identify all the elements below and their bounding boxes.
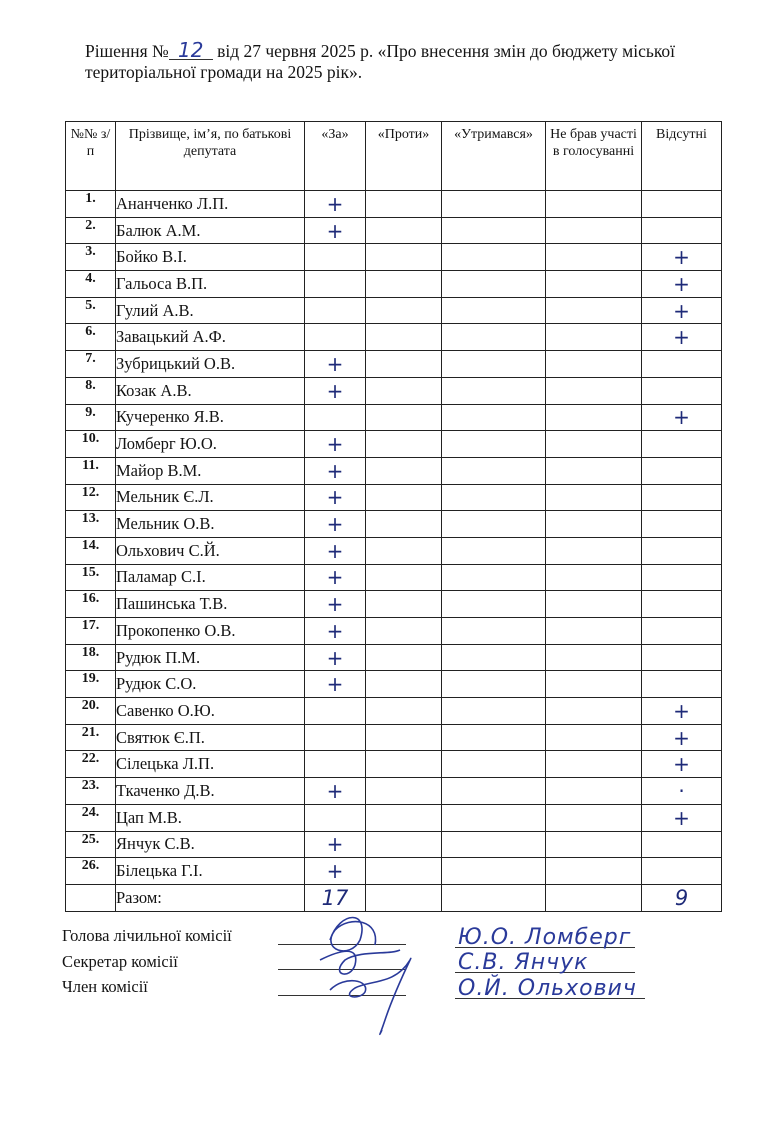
- row-number: 17.: [66, 618, 116, 645]
- total-label: Разом:: [116, 884, 305, 911]
- vote-no-vote-cell: [546, 217, 642, 244]
- row-number: 23.: [66, 778, 116, 805]
- vote-for-cell: +: [305, 191, 366, 218]
- vote-no-vote-cell: [546, 564, 642, 591]
- member-name-handwritten: О.Й. Ольхович: [458, 976, 637, 1001]
- row-number: 6.: [66, 324, 116, 351]
- vote-abstain-cell: [442, 644, 546, 671]
- vote-against-cell: [366, 404, 442, 431]
- vote-absent-cell: +: [642, 804, 722, 831]
- vote-abstain-cell: [442, 377, 546, 404]
- deputy-name: Прокопенко О.В.: [116, 618, 305, 645]
- vote-table: [65, 121, 722, 912]
- deputy-name: Ломберг Ю.О.: [116, 431, 305, 458]
- vote-abstain-cell: [442, 457, 546, 484]
- vote-no-vote-cell: [546, 457, 642, 484]
- vote-absent-cell: [642, 511, 722, 538]
- table-row: [66, 217, 722, 244]
- vote-against-cell: [366, 271, 442, 298]
- row-number: 24.: [66, 804, 116, 831]
- vote-absent-cell: +: [642, 724, 722, 751]
- row-number: 9.: [66, 404, 116, 431]
- deputy-name: Цап М.В.: [116, 804, 305, 831]
- table-row: [66, 404, 722, 431]
- col-novote-header: Не брав участі в голосуванні: [546, 122, 642, 191]
- vote-for-cell: +: [305, 351, 366, 378]
- vote-absent-cell: [642, 671, 722, 698]
- deputy-name: Рудюк С.О.: [116, 671, 305, 698]
- vote-for-cell: +: [305, 831, 366, 858]
- vote-no-vote-cell: [546, 377, 642, 404]
- deputy-name: Майор В.М.: [116, 457, 305, 484]
- row-number: 13.: [66, 511, 116, 538]
- vote-for-cell: [305, 724, 366, 751]
- vote-no-vote-cell: [546, 778, 642, 805]
- vote-no-vote-cell: [546, 644, 642, 671]
- row-number: 8.: [66, 377, 116, 404]
- table-row: [66, 804, 722, 831]
- vote-no-vote-cell: [546, 724, 642, 751]
- total-novote: [546, 884, 642, 911]
- deputy-name: Білецька Г.І.: [116, 858, 305, 885]
- vote-absent-cell: [642, 431, 722, 458]
- vote-against-cell: [366, 564, 442, 591]
- deputy-name: Гальоса В.П.: [116, 271, 305, 298]
- table-row: [66, 831, 722, 858]
- vote-abstain-cell: [442, 244, 546, 271]
- total-abstain: [442, 884, 546, 911]
- table-row: [66, 671, 722, 698]
- chair-label: Голова лічильної комісії: [62, 926, 232, 945]
- secretary-label: Секретар комісії: [62, 952, 178, 971]
- vote-abstain-cell: [442, 191, 546, 218]
- deputy-name: Мельник Є.Л.: [116, 484, 305, 511]
- vote-abstain-cell: [442, 217, 546, 244]
- vote-absent-cell: +: [642, 297, 722, 324]
- total-num-cell: [66, 884, 116, 911]
- vote-abstain-cell: [442, 351, 546, 378]
- vote-for-cell: [305, 404, 366, 431]
- vote-no-vote-cell: [546, 297, 642, 324]
- vote-against-cell: [366, 591, 442, 618]
- deputy-name: Гулий А.В.: [116, 297, 305, 324]
- vote-abstain-cell: [442, 564, 546, 591]
- vote-abstain-cell: [442, 324, 546, 351]
- vote-no-vote-cell: [546, 831, 642, 858]
- member-label: Член комісії: [62, 977, 148, 996]
- deputy-name: Ткаченко Д.В.: [116, 778, 305, 805]
- vote-for-cell: +: [305, 644, 366, 671]
- row-number: 15.: [66, 564, 116, 591]
- vote-for-cell: [305, 297, 366, 324]
- vote-abstain-cell: [442, 751, 546, 778]
- vote-for-cell: [305, 751, 366, 778]
- row-number: 10.: [66, 431, 116, 458]
- vote-absent-cell: [642, 217, 722, 244]
- table-row: [66, 297, 722, 324]
- row-number: 4.: [66, 271, 116, 298]
- vote-abstain-cell: [442, 698, 546, 725]
- table-row: [66, 778, 722, 805]
- vote-no-vote-cell: [546, 618, 642, 645]
- vote-absent-cell: +: [642, 324, 722, 351]
- deputy-name: Кучеренко Я.В.: [116, 404, 305, 431]
- vote-absent-cell: [642, 644, 722, 671]
- vote-against-cell: [366, 217, 442, 244]
- table-row: [66, 618, 722, 645]
- vote-abstain-cell: [442, 404, 546, 431]
- vote-no-vote-cell: [546, 698, 642, 725]
- vote-absent-cell: [642, 537, 722, 564]
- table-row: [66, 457, 722, 484]
- col-against-header: «Проти»: [366, 122, 442, 191]
- vote-no-vote-cell: [546, 511, 642, 538]
- table-row: [66, 377, 722, 404]
- signature-scribble: [300, 900, 440, 1040]
- row-number: 14.: [66, 537, 116, 564]
- vote-absent-cell: +: [642, 404, 722, 431]
- col-abstain-header: «Утримався»: [442, 122, 546, 191]
- vote-abstain-cell: [442, 618, 546, 645]
- vote-for-cell: +: [305, 858, 366, 885]
- vote-table-body: [66, 191, 722, 885]
- deputy-name: Козак А.В.: [116, 377, 305, 404]
- vote-abstain-cell: [442, 724, 546, 751]
- col-name-header: Прізвище, ім’я, по батькові депутата: [116, 122, 305, 191]
- row-number: 16.: [66, 591, 116, 618]
- vote-absent-cell: [642, 484, 722, 511]
- vote-for-cell: [305, 271, 366, 298]
- table-row: [66, 537, 722, 564]
- vote-absent-cell: [642, 831, 722, 858]
- table-row: [66, 271, 722, 298]
- vote-for-cell: +: [305, 431, 366, 458]
- vote-for-cell: [305, 324, 366, 351]
- vote-for-cell: [305, 804, 366, 831]
- vote-against-cell: [366, 457, 442, 484]
- deputy-name: Святюк Є.П.: [116, 724, 305, 751]
- vote-against-cell: [366, 191, 442, 218]
- vote-against-cell: [366, 511, 442, 538]
- table-row: [66, 484, 722, 511]
- deputy-name: Сілецька Л.П.: [116, 751, 305, 778]
- vote-for-cell: [305, 698, 366, 725]
- vote-against-cell: [366, 324, 442, 351]
- table-row: [66, 698, 722, 725]
- vote-abstain-cell: [442, 831, 546, 858]
- vote-abstain-cell: [442, 484, 546, 511]
- vote-no-vote-cell: [546, 351, 642, 378]
- vote-against-cell: [366, 377, 442, 404]
- row-number: 25.: [66, 831, 116, 858]
- vote-abstain-cell: [442, 778, 546, 805]
- decision-number: 12: [169, 41, 213, 60]
- vote-for-cell: +: [305, 511, 366, 538]
- vote-absent-cell: [642, 351, 722, 378]
- vote-against-cell: [366, 698, 442, 725]
- vote-for-cell: +: [305, 457, 366, 484]
- vote-for-cell: +: [305, 217, 366, 244]
- vote-against-cell: [366, 778, 442, 805]
- deputy-name: Пашинська Т.В.: [116, 591, 305, 618]
- table-row: [66, 644, 722, 671]
- header-date: від 27 червня 2025 р. «Про внесення змін до бюджету міської: [217, 41, 676, 61]
- vote-against-cell: [366, 351, 442, 378]
- row-number: 18.: [66, 644, 116, 671]
- vote-abstain-cell: [442, 591, 546, 618]
- vote-abstain-cell: [442, 271, 546, 298]
- deputy-name: Рудюк П.М.: [116, 644, 305, 671]
- total-absent: 9: [642, 884, 722, 911]
- chair-name-handwritten: Ю.О. Ломберг: [458, 925, 632, 950]
- vote-for-cell: +: [305, 484, 366, 511]
- vote-against-cell: [366, 858, 442, 885]
- vote-for-cell: +: [305, 671, 366, 698]
- col-num-header: №№ з/п: [66, 122, 116, 191]
- deputy-name: Ольхович С.Й.: [116, 537, 305, 564]
- vote-no-vote-cell: [546, 191, 642, 218]
- row-number: 20.: [66, 698, 116, 725]
- vote-against-cell: [366, 537, 442, 564]
- vote-against-cell: [366, 751, 442, 778]
- vote-against-cell: [366, 618, 442, 645]
- vote-against-cell: [366, 831, 442, 858]
- vote-abstain-cell: [442, 511, 546, 538]
- row-number: 11.: [66, 457, 116, 484]
- vote-absent-cell: [642, 618, 722, 645]
- vote-no-vote-cell: [546, 671, 642, 698]
- vote-absent-cell: [642, 591, 722, 618]
- vote-no-vote-cell: [546, 244, 642, 271]
- deputy-name: Савенко О.Ю.: [116, 698, 305, 725]
- table-row: [66, 244, 722, 271]
- deputy-name: Зубрицький О.В.: [116, 351, 305, 378]
- vote-abstain-cell: [442, 671, 546, 698]
- row-number: 1.: [66, 191, 116, 218]
- deputy-name: Балюк А.М.: [116, 217, 305, 244]
- vote-for-cell: [305, 244, 366, 271]
- vote-abstain-cell: [442, 804, 546, 831]
- table-row: [66, 858, 722, 885]
- table-row: [66, 431, 722, 458]
- total-for: 17: [305, 884, 366, 911]
- header-line-1: [85, 38, 765, 62]
- vote-against-cell: [366, 484, 442, 511]
- vote-for-cell: +: [305, 537, 366, 564]
- vote-against-cell: [366, 804, 442, 831]
- vote-for-cell: +: [305, 591, 366, 618]
- vote-no-vote-cell: [546, 858, 642, 885]
- vote-absent-cell: +: [642, 751, 722, 778]
- vote-absent-cell: +: [642, 698, 722, 725]
- header-line-2: територіальної громади на 2025 рік».: [85, 62, 363, 82]
- row-number: 7.: [66, 351, 116, 378]
- vote-absent-cell: +: [642, 271, 722, 298]
- vote-absent-cell: [642, 377, 722, 404]
- deputy-name: Мельник О.В.: [116, 511, 305, 538]
- col-for-header: «За»: [305, 122, 366, 191]
- vote-against-cell: [366, 297, 442, 324]
- row-number: 19.: [66, 671, 116, 698]
- vote-against-cell: [366, 644, 442, 671]
- col-absent-header: Відсутні: [642, 122, 722, 191]
- header-prefix: Рішення №: [85, 41, 169, 61]
- vote-no-vote-cell: [546, 537, 642, 564]
- vote-no-vote-cell: [546, 591, 642, 618]
- table-row: [66, 751, 722, 778]
- vote-against-cell: [366, 724, 442, 751]
- table-row: [66, 351, 722, 378]
- deputy-name: Завацький А.Ф.: [116, 324, 305, 351]
- row-number: 2.: [66, 217, 116, 244]
- vote-for-cell: +: [305, 377, 366, 404]
- deputy-name: Янчук С.В.: [116, 831, 305, 858]
- vote-absent-cell: [642, 858, 722, 885]
- vote-against-cell: [366, 431, 442, 458]
- table-row: [66, 564, 722, 591]
- vote-no-vote-cell: [546, 431, 642, 458]
- row-number: 3.: [66, 244, 116, 271]
- table-row: [66, 591, 722, 618]
- vote-absent-cell: [642, 191, 722, 218]
- deputy-name: Паламар С.І.: [116, 564, 305, 591]
- vote-no-vote-cell: [546, 271, 642, 298]
- vote-abstain-cell: [442, 858, 546, 885]
- row-number: 12.: [66, 484, 116, 511]
- vote-abstain-cell: [442, 537, 546, 564]
- vote-absent-cell: [642, 457, 722, 484]
- vote-no-vote-cell: [546, 484, 642, 511]
- row-number: 22.: [66, 751, 116, 778]
- vote-no-vote-cell: [546, 804, 642, 831]
- vote-no-vote-cell: [546, 751, 642, 778]
- vote-no-vote-cell: [546, 404, 642, 431]
- vote-abstain-cell: [442, 297, 546, 324]
- vote-absent-cell: ·: [642, 778, 722, 805]
- vote-absent-cell: +: [642, 244, 722, 271]
- row-number: 26.: [66, 858, 116, 885]
- row-number: 21.: [66, 724, 116, 751]
- deputy-name: Ананченко Л.П.: [116, 191, 305, 218]
- table-row: [66, 511, 722, 538]
- deputy-name: Бойко В.І.: [116, 244, 305, 271]
- table-header-row: [66, 122, 722, 191]
- decision-header: [85, 38, 765, 83]
- vote-against-cell: [366, 671, 442, 698]
- vote-for-cell: +: [305, 618, 366, 645]
- vote-for-cell: +: [305, 564, 366, 591]
- vote-no-vote-cell: [546, 324, 642, 351]
- vote-abstain-cell: [442, 431, 546, 458]
- vote-for-cell: +: [305, 778, 366, 805]
- vote-against-cell: [366, 244, 442, 271]
- table-row: [66, 324, 722, 351]
- vote-absent-cell: [642, 564, 722, 591]
- row-number: 5.: [66, 297, 116, 324]
- table-row: [66, 191, 722, 218]
- table-row: [66, 724, 722, 751]
- secretary-name-handwritten: С.В. Янчук: [458, 950, 589, 975]
